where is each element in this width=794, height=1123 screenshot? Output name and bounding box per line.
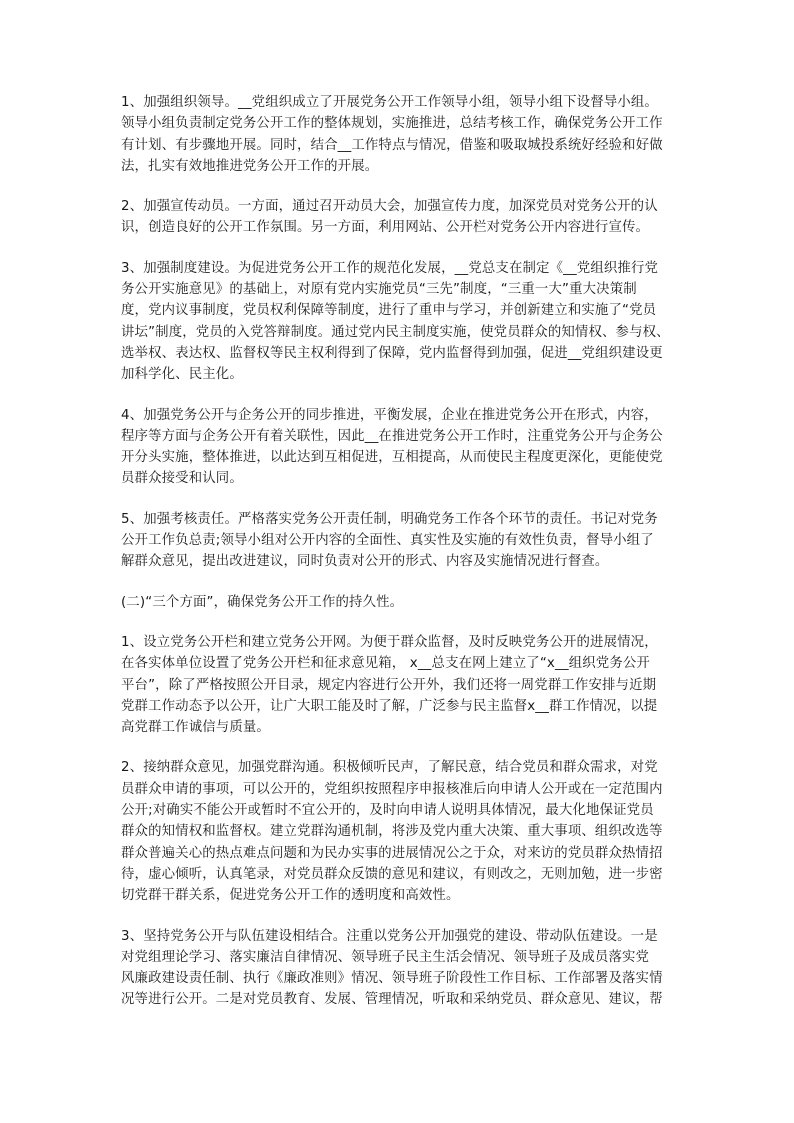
text-line: 4、加强党务公开与企务公开的同步推进，平衡发展，企业在推进党务公开在形式，内容， (121, 407, 658, 423)
text-line: 公开;对确实不能公开或暂时不宜公开的，及时向申请人说明具体情况，最大化地保证党员 (121, 803, 654, 819)
paragraph (121, 632, 677, 738)
text-line: 在各实体单位设置了党务公开栏和征求意见箱， x__总支在网上建立了“x__组织党务公开 (121, 656, 650, 672)
text-line: 群众的知情权和监督权。建立党群沟通机制，将涉及党内重大决策、重大事项、组织改选等 (121, 824, 663, 840)
text-line: 党群工作动态予以公开，让广大职工能及时了解，广泛参与民主监督x__群工作情况，以提 (121, 698, 658, 714)
text-line: 平台”，除了严格按照公开目录，规定内容进行公开外，我们还将一周党群工作安排与近期 (121, 677, 657, 693)
text-line: 群众普遍关心的热点难点问题和为民办实事的进展情况公之于众，对来访的党员群众热情招 (121, 845, 663, 861)
text-line: 程序等方面与企务公开有着关联性，因此__在推进党务公开工作时，注重党务公开与企务公 (121, 428, 663, 444)
text-line: 度，党内议事制度，党员权利保障等制度，进行了重申与学习，并创新建立和实施了“党员 (121, 303, 657, 319)
text-line: 讲坛”制度，党员的入党答辩制度。通过党内民主制度实施，使党员群众的知情权、参与权、 (121, 324, 670, 340)
text-line: (二)“三个方面”，确保党务公开工作的持久性。 (121, 594, 404, 610)
text-line: 1、设立党务公开栏和建立党务公开网。为便于群众监督，及时反映党务公开的进展情况， (121, 634, 658, 650)
text-line: 公开工作负总责;领导小组对公开内容的全面性、真实性及实施的有效性负责，督导小组了 (121, 533, 654, 549)
paragraph (121, 509, 677, 573)
text-line: 识，创造良好的公开工作氛围。另一方面，利用网站、公开栏对党务公开内容进行宣传。 (121, 220, 650, 236)
text-line: 员群众申请的事项，可以公开的，党组织按照程序申报核准后向申请人公开或在一定范围内 (121, 781, 663, 797)
text-line: 3、坚持党务公开与队伍建设相结合。注重以党务公开加强党的建设、带动队伍建设。一是 (121, 928, 658, 944)
text-line: 3、加强制度建设。为促进党务公开工作的规范化发展，__党总支在制定《__党组织推行党 (121, 260, 659, 276)
text-line: 员群众接受和认同。 (121, 471, 243, 487)
paragraph (121, 926, 677, 1011)
text-line: 领导小组负责制定党务公开工作的整体规划，实施推进，总结考核工作，确保党务公开工作 (121, 116, 663, 132)
text-line: 解群众意见，提出改进建议，同时负责对公开的形式、内容及实施情况进行督查。 (121, 554, 609, 570)
text-line: 待，虚心倾听，认真笔录，对党员群众反馈的意见和建议，有则改之，无则加勉，进一步密 (121, 866, 663, 882)
text-line: 有计划、有步骤地开展。同时，结合__工作特点与情况，借鉴和吸取城投系统好经验和好做 (121, 137, 663, 153)
text-line: 风廉政建设责任制、执行《廉政准则》情况、领导班子阶段性工作目标、工作部署及落实情 (121, 971, 663, 987)
paragraph (121, 405, 677, 490)
text-line: 2、加强宣传动员。一方面，通过召开动员大会，加强宣传力度，加深党员对党务公开的认 (121, 199, 658, 215)
text-line: 开分头实施，整体推进，以此达到互相促进，互相提高，从而使民主程度更深化，更能使党 (121, 450, 663, 466)
text-line: 选举权、表达权、监督权等民主权利得到了保障，党内监督得到加强，促进__党组织建设更 (121, 345, 663, 361)
paragraph (121, 92, 677, 177)
text-line: 法，扎实有效地推进党务公开工作的开展。 (121, 158, 379, 174)
text-line: 2、接纳群众意见，加强党群沟通。积极倾听民声，了解民意，结合党员和群众需求，对党 (121, 760, 658, 776)
paragraph (121, 196, 677, 239)
text-line: 高党群工作诚信与质量。 (121, 720, 270, 736)
text-line: 1、加强组织领导。__党组织成立了开展党务公开工作领导小组，领导小组下设督导小组。 (121, 95, 658, 110)
section-heading (121, 592, 677, 613)
paragraph (121, 757, 677, 906)
document-body (121, 92, 677, 1030)
text-line: 况等进行公开。二是对党员教育、发展、管理情况，听取和采纳党员、群众意见、建议，帮 (121, 992, 663, 1008)
text-line: 务公开实施意见》的基础上，对原有党内实施党员“三先”制度，“三重一大”重大决策制 (121, 282, 637, 298)
text-line: 切党群干群关系，促进党务公开工作的透明度和高效性。 (121, 888, 460, 904)
text-line: 5、加强考核责任。严格落实党务公开责任制，明确党务工作各个环节的责任。书记对党务 (121, 511, 658, 527)
text-line: 加科学化、民主化。 (121, 367, 243, 383)
paragraph (121, 258, 677, 386)
text-line: 对党组理论学习、落实廉洁自律情况、领导班子民主生活会情况、领导班子及成员落实党 (121, 949, 650, 965)
